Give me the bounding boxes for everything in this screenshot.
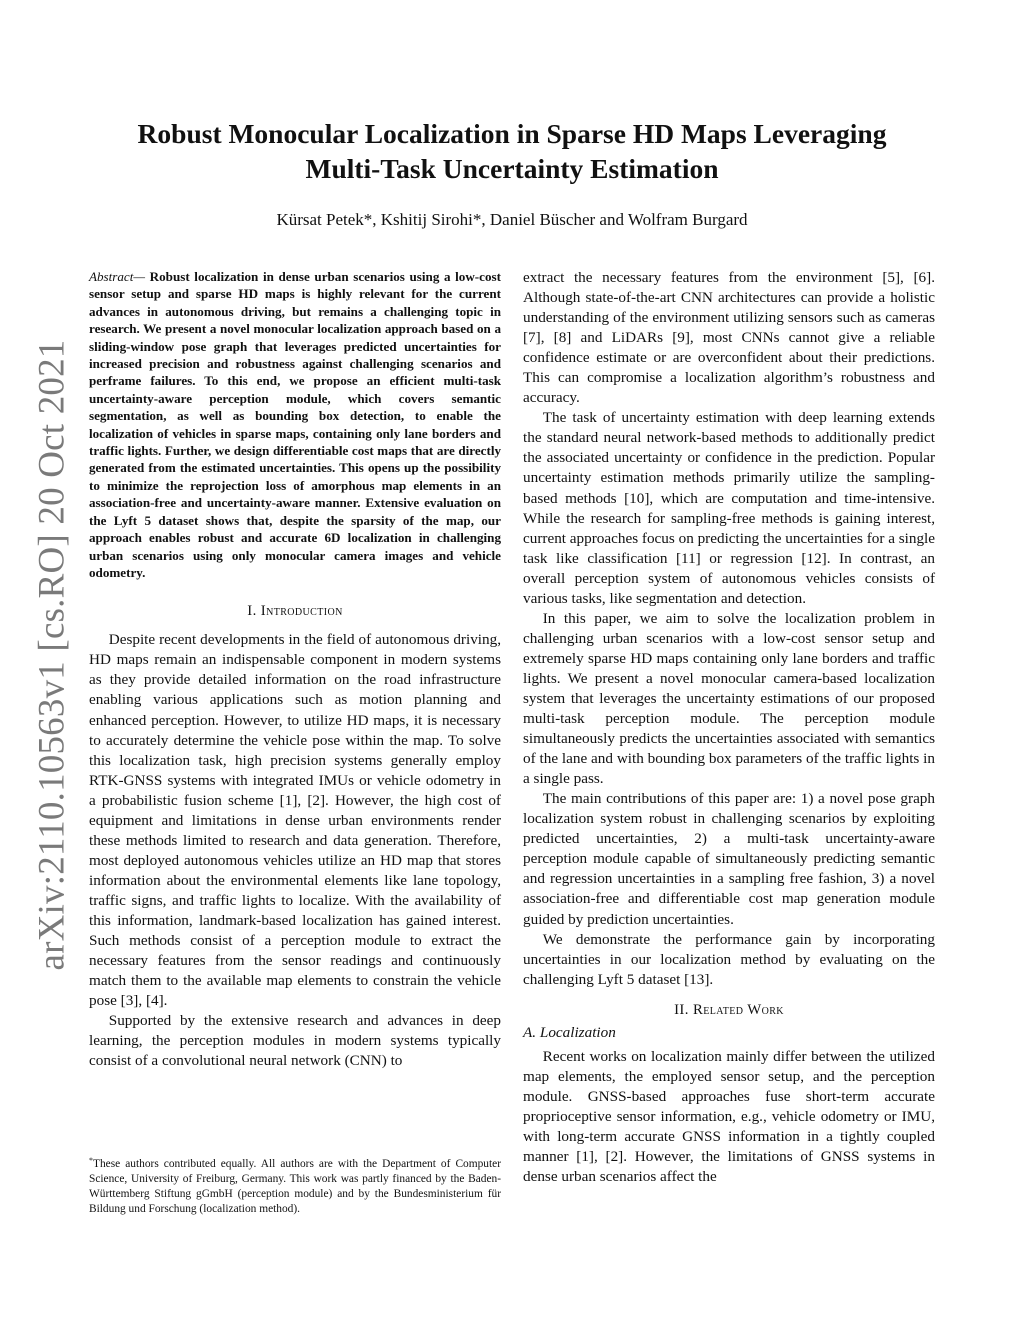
subsection-heading-localization: A. Localization	[523, 1023, 616, 1041]
right-paragraph-1: extract the necessary features from the environment [5], [6]. Although state-of-the-art CNN architectures can provide a holistic understanding of the environment utilizing sensors such as cameras [7], [8] and LiDARs [9], most CNNs cannot give a reliable confidence estimate or are overconfident about their predictions. This can compromise a localization algorithm’s robustness and accuracy.	[523, 269, 935, 407]
intro-paragraph-1: Despite recent developments in the field of autonomous driving, HD maps remain an indispensable component in modern systems as they provide detailed information on the road infrastructure enabling various applications such as motion planning and enhanced perception. However, to utilize HD maps, it is necessary to accurately determine the vehicle pose within the map. To solve this localization task, high precision systems generally employ RTK-GNSS systems with integrated IMUs or vehicle odometry in a probabilistic fusion scheme [1], [2]. However, the high cost of equipment and limitations in dense urban environments render these methods limited to research and data generation. Therefore, most deployed autonomous vehicles utilize an HD map that stores information about the environmental elements like lane topology, traffic signs, and traffic lights to localize. With the availability of this information, landmark-based localization has gained interest. Such methods consist of a perception module to extract the necessary features from the sensor readings and continuously match them to the available map elements to constrain the vehicle pose [3], [4].	[89, 631, 501, 1010]
section-heading-related-work: II. Related Work	[674, 1001, 784, 1018]
footnote	[89, 1153, 501, 1217]
right-paragraph-5: We demonstrate the performance gain by incorporating uncertainties in our localization method by evaluating on the challenging Lyft 5 dataset [13].	[523, 930, 935, 988]
paper-title	[120, 116, 904, 186]
abstract-text: Robust localization in dense urban scenarios using a low-cost sensor setup and sparse HD maps is highly relevant for the current advances in autonomous driving, but remains a challenging topic in research. We present a novel monocular localization approach based on a sliding-window pose graph that leverages predicted uncertainties for increased precision and robustness against challenging scenarios and perframe failures. To this end, we propose an efficient multi-task uncertainty-aware perception module, which covers semantic segmentation, as well as bounding box detection, to enable the localization of vehicles in sparse maps, containing only lane borders and traffic lights. Further, we design differentiable cost maps that are directly generated from the estimated uncertainties. This opens up the possibility to minimize the reprojection loss of amorphous map elements in an association-free and uncertainty-aware manner. Extensive evaluation on the Lyft 5 dataset shows that, despite the sparsity of the map, our approach enables robust and accurate 6D localization in challenging urban scenarios using only monocular camera images and vehicle odometry.	[89, 269, 501, 580]
author-list: Kürsat Petek*, Kshitij Sirohi*, Daniel Büscher and Wolfram Burgard	[276, 210, 748, 229]
footnote-mark: *	[89, 1156, 93, 1165]
related-work-paragraph-1: Recent works on localization mainly differ between the utilized map elements, the employed sensor setup, and the perception module. GNSS-based approaches fuse short-term accurate proprioceptive sensor information, e.g., vehicle odometry or IMU, with long-term accurate GNSS information in a tightly coupled manner [1], [2]. However, the limitations of GNSS systems in dense urban scenarios affect the	[523, 1047, 935, 1185]
right-paragraph-3: In this paper, we aim to solve the localization problem in challenging urban scenarios with a low-cost sensor setup and extremely sparse HD maps containing only lane borders and traffic lights. We present a novel monocular camera-based localization system that leverages the uncertainty estimations of our proposed multi-task perception module. The perception module simultaneously predicts the uncertainties associated with semantics of the lane and with bounding box parameters of the traffic lights in a single pass.	[523, 609, 935, 788]
section-heading-introduction: I. Introduction	[247, 603, 343, 620]
title-line-1: Robust Monocular Localization in Sparse HD Maps Leveraging	[137, 118, 887, 149]
right-column	[523, 268, 935, 1187]
arxiv-stamp: arXiv:2110.10563v1 [cs.RO] 20 Oct 2021	[31, 339, 73, 971]
footnote-text: These authors contributed equally. All authors are with the Department of Computer Science, University of Freiburg, Germany. This work was partly financed by the Baden-Württemberg Stiftung gGmbH (perception module) and by the Bundesministerium für Bildung und Forschung (localization method).	[89, 1158, 501, 1216]
right-paragraph-2: The task of uncertainty estimation with deep learning extends the standard neural network-based methods to additionally predict the associated uncertainty or confidence in the prediction. Popular uncertainty estimation methods primarily utilize the sampling-based methods [10], which are computation and time-intensive. While the research for sampling-free methods is gaining interest, current approaches focus on predicting the uncertainties for a single task like classification [11] or regression [12]. In contrast, an overall perception system of autonomous vehicles consists of various tasks, like segmentation and detection.	[523, 409, 936, 607]
right-paragraph-4: The main contributions of this paper are: 1) a novel pose graph localization system robust in challenging scenarios by exploiting predicted uncertainties, 2) a multi-task uncertainty-aware perception module capable of simultaneously predicting semantic and regression uncertainties in a sampling free fashion, 3) a novel association-free and differentiable cost map generation module guided by prediction uncertainties.	[523, 790, 935, 928]
title-line-2: Multi-Task Uncertainty Estimation	[305, 153, 719, 184]
intro-paragraph-2: Supported by the extensive research and advances in deep learning, the perception modules in modern systems typically consist of a convolutional neural network (CNN) to	[89, 1012, 501, 1070]
abstract	[89, 268, 501, 581]
left-column	[89, 268, 501, 1071]
abstract-label: Abstract—	[89, 269, 146, 284]
